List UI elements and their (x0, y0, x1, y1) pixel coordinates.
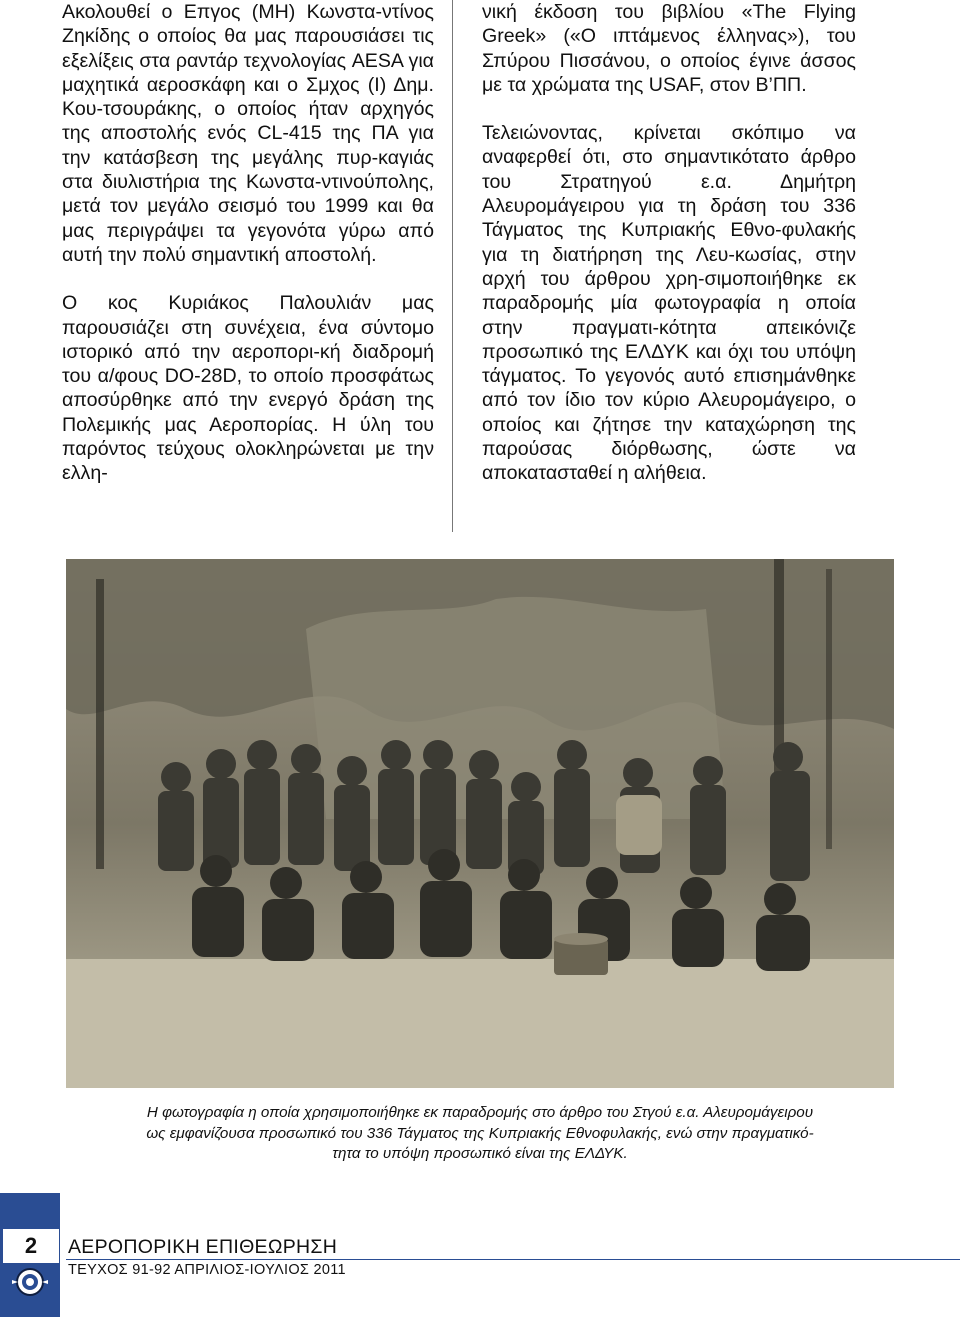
caption-line: Η φωτογραφία η οποία χρησιμοποιήθηκε εκ παραδρομής στο άρθρο του Στγού ε.α. Αλευρομάγειρου (146, 1104, 814, 1121)
article-paragraph: Ακολουθεί ο Επγος (ΜΗ) Κωνστα-ντίνος Ζηκίδης ο οποίος θα μας παρουσιάσει τις εξελίξεις στα ραντάρ τεχνολογίας AESA για μαχητικά αεροσκάφη και ο Σμχος (Ι) Δημ. Κου-τσουράκης, ο οποίος ήταν αρχηγός της αποστολής ενός CL-415 της ΠΑ για την κατάσβεση της μεγάλης πυρ-καγιάς στα διυλιστήρια της Κωνστα-ντινούπολης, μετά τον μεγάλο σεισμό του 1999 και θα μας περιγράψει τα γεγονότα γύρω από αυτή την πολύ σημαντική αποστολή. (62, 1, 434, 266)
magazine-title: ΑΕΡΟΠΟΡΙΚΗ ΕΠΙΘΕΩΡΗΣΗ (68, 1236, 338, 1258)
article-right-column (482, 0, 856, 486)
caption-line: ως εμφανίζουσα προσωπικό του 336 Τάγματος της Κυπριακής Εθνοφυλακής, ενώ στην πραγματικό- (146, 1124, 814, 1142)
article-paragraph: Ο κος Κυριάκος Παλουλιάν μας παρουσιάζει στη συνέχεια, ένα σύντομο ιστορικό από την αεροπορι-κή διαδρομή του α/φους DO-28D, το οποίο προσφάτως αποσύρθηκε από την ενεργό δράση της Πολεμικής μας Αεροπορίας. Η ύλη του παρόντος τεύχους ολοκληρώνεται με την ελλη- (62, 292, 434, 485)
page-number: 2 (2, 1228, 60, 1264)
article-paragraph: Τελειώνοντας, κρίνεται σκόπιμο να αναφερθεί ότι, στο σημαντικότατο άρθρο του Στρατηγού ε.α. Δημήτρη Αλευρομάγειρου για τη δράση του 336 Τάγματος της Κυπριακής Εθνο-φυλακής για τη διατήρηση της Λευ-κωσίας, στην αρχή του άρθρου χρη-σιμοποιήθηκε εκ παραδρομής μία φωτογραφία η οποία στην πραγματι-κότητα απεικόνιζε προσωπικό της ΕΛΔΥΚ και όχι του υπόψη τάγματος. Το γεγονός αυτό επισημάνθηκε από τον ίδιο τον κύριο Αλευρομάγειρο, ο οποίος και ζήτησε την καταχώρηση της παρούσας διόρθωσης, ώστε να αποκατασταθεί η αλήθεια. (482, 122, 856, 485)
column-divider (452, 0, 453, 532)
caption-line: τητα το υπόψη προσωπικό είναι της ΕΛΔΥΚ. (332, 1145, 628, 1163)
article-left-column (62, 0, 434, 486)
article-paragraph: νική έκδοση του βιβλίου «The Flying Greek» («Ο ιπτάμενος έλληνας»), του Σπύρου Πισσάνου, ο οποίος έγινε άσσος με τα χρώματα της USAF, στον Β’ΠΠ. (482, 1, 856, 96)
footer-divider (66, 1259, 960, 1260)
issue-info: ΤΕΥΧΟΣ 91-92 ΑΠΡΙΛΙΟΣ-ΙΟΥΛΙΟΣ 2011 (68, 1262, 346, 1278)
group-photo (66, 559, 894, 1088)
air-force-emblem-icon (10, 1262, 50, 1302)
photo-caption (66, 1103, 894, 1165)
